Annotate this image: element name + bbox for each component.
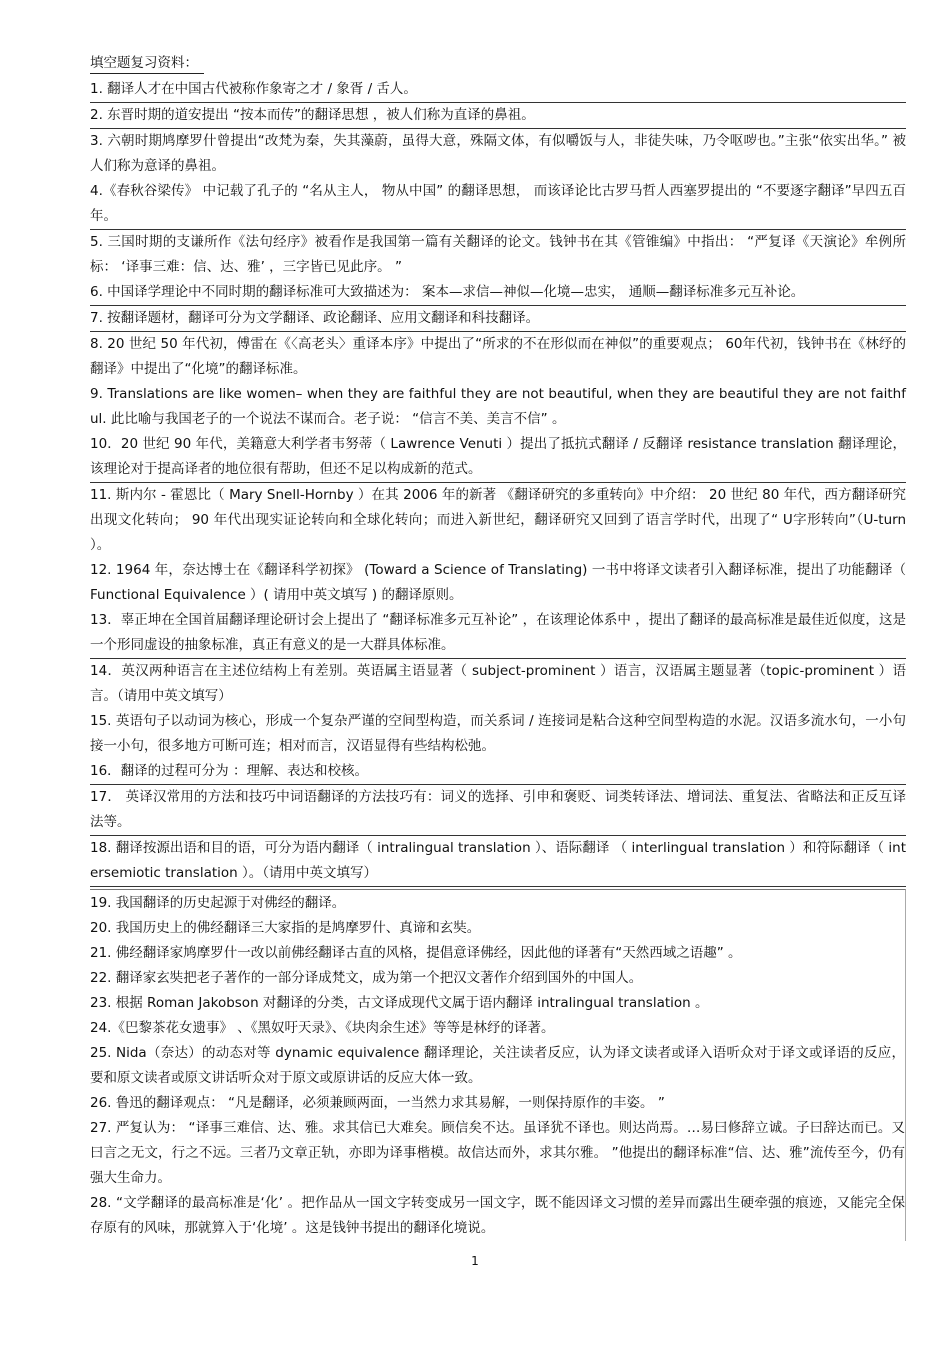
list-item: 8. 20 世纪 50 年代初，傅雷在《〈高老头〉重译本序》中提出了“所求的不在形似而在神似”的重要观点； 60年代初，钱钟书在《林纾的翻译》中提出了“化境”的翻译标准。 xyxy=(90,336,906,377)
list-item: 3. 六朝时期鸠摩罗什曾提出“改梵为秦，失其藻蔚，虽得大意，殊隔文体，有似嚼饭与人，非徒失味，乃令呕哕也。”主张“依实出华。” 被人们称为意译的鼻祖。 xyxy=(90,133,906,174)
list-item: 20. 我国历史上的佛经翻译三大家指的是鸠摩罗什、真谛和玄奘。 xyxy=(90,920,481,936)
boxed-question-list xyxy=(90,889,906,1241)
list-item: 2. 东晋时期的道安提出 “按本而传”的翻译思想 ，被人们称为直译的鼻祖。 xyxy=(90,103,906,129)
list-item: 25. Nida（奈达）的动态对等 dynamic equivalence 翻译理论，关注读者反应，认为译文读者或译入语听众对于译文或译语的反应，要和原文读者或原文讲话听众对于原文或原讲话的反应大体一致。 xyxy=(90,1045,905,1086)
list-item: 17． 英译汉常用的方法和技巧中词语翻译的方法技巧有：词义的选择、引申和褒贬、词类转译法、增词法、重复法、省略法和正反互译法等。 xyxy=(90,785,906,836)
document-body xyxy=(90,52,906,1241)
list-item: 6. 中国译学理论中不同时期的翻译标准可大致描述为： 案本—求信—神似—化境—忠实， 通顺—翻译标准多元互补论。 xyxy=(90,280,906,306)
list-item: 11. 斯内尔 - 霍恩比（ Mary Snell-Hornby ）在其 2006 年的新著 《翻译研究的多重转向》中介绍： 20 世纪 80 年代，西方翻译研究出现文化转向； 90 年代出现实证论转向和全球化转向；而进入新世纪，翻译研究又回到了语言学时代，出现了“ U字形转向”（U-turn ）。 xyxy=(90,487,906,553)
list-item: 22. 翻译家玄奘把老子著作的一部分译成梵文，成为第一个把汉文著作介绍到国外的中国人。 xyxy=(90,970,643,986)
list-item: 23. 根据 Roman Jakobson 对翻译的分类，古文译成现代文属于语内翻译 intralingual translation 。 xyxy=(90,995,709,1011)
list-item: 14．英汉两种语言在主述位结构上有差别。英语属主语显著（ subject-prominent ）语言，汉语属主题显著（topic-prominent ）语言。（请用中英文填写） xyxy=(90,663,906,704)
list-item: 9. Translations are like women– when they are faithful they are not beautiful, when they are beautiful they are not faithful. 此比喻与我国老子的一个说法不谋而合。老子说： “信言不美、美言不信” 。 xyxy=(90,386,906,427)
list-item: 16．翻译的过程可分为 ：理解、表达和校核。 xyxy=(90,759,906,785)
list-item: 28. “文学翻译的最高标准是‘化’ 。把作品从一国文字转变成另一国文字，既不能因译文习惯的差异而露出生硬牵强的痕迹，又能完全保存原有的风味，那就算入于‘化境’ 。这是钱钟书提出的翻译化境说。 xyxy=(90,1195,905,1236)
list-item: 10．20 世纪 90 年代，美籍意大利学者韦努蒂（ Lawrence Venuti ）提出了抵抗式翻译 / 反翻译 resistance translation 翻译理论，该理论对于提高译者的地位很有帮助，但还不足以构成新的范式。 xyxy=(90,432,906,483)
page-number: 1 xyxy=(471,1254,479,1268)
list-item: 12. 1964 年，奈达博士在《翻译科学初探》 (Toward a Science of Translating) 一书中将译文读者引入翻译标准，提出了功能翻译（ Functional Equivalence ）( 请用中英文填写 ) 的翻译原则。 xyxy=(90,562,906,603)
question-list xyxy=(90,77,906,887)
list-item: 19. 我国翻译的历史起源于对佛经的翻译。 xyxy=(90,895,346,911)
list-item: 13．辜正坤在全国首届翻译理论研讨会上提出了 “翻译标准多元互补论” ，在该理论体系中 ，提出了翻译的最高标准是最佳近似度，这是一个形同虚设的抽象标准，真正有意义的是一大群具体标准。 xyxy=(90,608,906,659)
list-item: 5. 三国时期的支谦所作《法句经序》被看作是我国第一篇有关翻译的论文。钱钟书在其《管锥编》中指出： “严复译《天演论》牟例所标： ‘译事三难：信、达、雅’ ，三字皆已见此序。 ” xyxy=(90,234,906,275)
list-item: 27. 严复认为： “译事三难信、达、雅。求其信已大难矣。顾信矣不达。虽译犹不译也。则达尚焉。…易曰修辞立诚。子曰辞达而已。又曰言之无文，行之不远。三者乃文章正轨，亦即为译事楷模。故信达而外，求其尔雅。 ”他提出的翻译标准“信、达、雅”流传至今，仍有强大生命力。 xyxy=(90,1120,905,1186)
list-item: 18. 翻译按源出语和目的语，可分为语内翻译（ intralingual translation ）、语际翻译 （ interlingual translation ）和符际翻译（ intersemiotic translation ）。（请用中英文填写） xyxy=(90,836,906,887)
list-item: 21. 佛经翻译家鸠摩罗什一改以前佛经翻译古直的风格，提倡意译佛经，因此他的译著有“天然西域之语趣” 。 xyxy=(90,945,742,961)
list-item: 24.《巴黎茶花女遗事》 、《黑奴吁天录》、《块肉余生述》等等是林纾的译著。 xyxy=(90,1020,555,1036)
page-title: 填空题复习资料： xyxy=(90,54,204,74)
list-item: 26. 鲁迅的翻译观点： “凡是翻译，必须兼顾两面，一当然力求其易解，一则保持原作的丰姿。 ” xyxy=(90,1095,665,1111)
list-item: 7. 按翻译题材，翻译可分为文学翻译、政论翻译、应用文翻译和科技翻译。 xyxy=(90,306,906,332)
list-item: 15. 英语句子以动词为核心，形成一个复杂严谨的空间型构造，而关系词 / 连接词是粘合这种空间型构造的水泥。汉语多流水句，一小句接一小句，很多地方可断可连；相对而言，汉语显得有些结构松弛。 xyxy=(90,713,906,754)
list-item: 4.《春秋谷梁传》 中记载了孔子的 “名从主人， 物从中国” 的翻译思想， 而该译论比古罗马哲人西塞罗提出的 “不要逐字翻译”早四五百年。 xyxy=(90,179,906,230)
list-item: 1. 翻译人才在中国古代被称作象寄之才 / 象胥 / 舌人。 xyxy=(90,77,906,103)
